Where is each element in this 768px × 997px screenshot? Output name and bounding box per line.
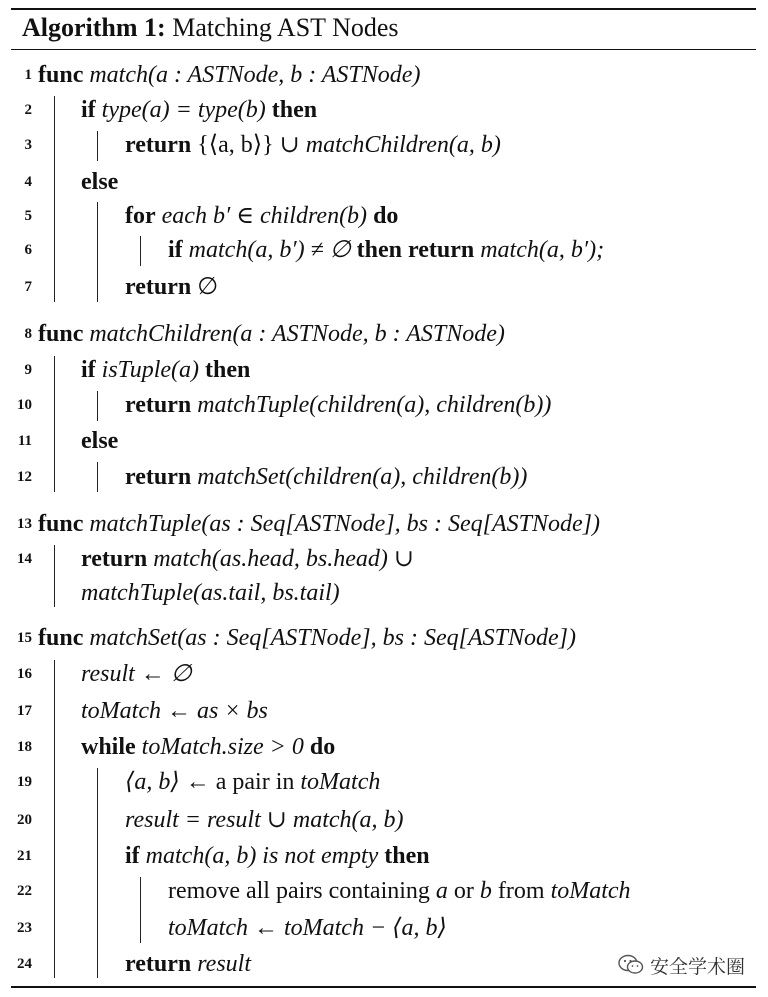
line-number: 2 xyxy=(24,102,32,118)
keyword: for xyxy=(125,203,156,229)
expression: toMatch ← toMatch − ⟨a, b⟩ xyxy=(168,915,447,941)
line-number: 14 xyxy=(17,551,32,567)
block-bar xyxy=(140,877,141,943)
expression: matchTuple(as : Seq[ASTNode], bs : Seq[ASTNode]) xyxy=(89,511,600,537)
code-line-2 xyxy=(81,95,317,125)
expression: result = result ∪ match(a, b) xyxy=(125,807,404,833)
line-number: 12 xyxy=(17,469,32,485)
line-number: 19 xyxy=(17,774,32,790)
keyword: return xyxy=(125,464,192,490)
expression: isTuple(a) xyxy=(101,357,200,383)
expression: a xyxy=(435,878,448,904)
code-line-7 xyxy=(125,272,218,302)
code-line-21 xyxy=(125,841,430,871)
expression: match(a, b′) ≠ ∅ xyxy=(188,237,351,263)
code-line-4 xyxy=(81,167,118,197)
line-number: 24 xyxy=(17,956,32,972)
line-number: 20 xyxy=(17,812,32,828)
expression: matchSet(children(a), children(b)) xyxy=(197,464,528,490)
keyword: then return xyxy=(356,237,475,263)
keyword: while xyxy=(81,734,136,760)
block-bar xyxy=(97,131,98,161)
code-line-20 xyxy=(125,805,404,835)
expression: toMatch xyxy=(300,769,381,795)
keyword: if xyxy=(168,237,183,263)
keyword: do xyxy=(373,203,399,229)
line-number: 9 xyxy=(24,362,32,378)
expression: from xyxy=(491,878,551,904)
code-line-13 xyxy=(38,509,600,539)
block-bar xyxy=(54,356,55,492)
caption-title: Matching AST Nodes xyxy=(172,13,399,42)
bottom-rule xyxy=(11,986,756,988)
keyword: if xyxy=(81,357,96,383)
code-line-16 xyxy=(81,659,192,689)
code-line-22 xyxy=(168,876,631,906)
code-line-1 xyxy=(38,60,420,90)
keyword: then xyxy=(205,357,251,383)
expression: matchTuple(children(a), children(b)) xyxy=(197,392,552,418)
line-number: 3 xyxy=(24,137,32,153)
line-number: 8 xyxy=(24,326,32,342)
code-line-18 xyxy=(81,732,335,762)
expression: matchChildren(a, b) xyxy=(305,132,501,158)
code-line-10 xyxy=(125,390,551,420)
expression: toMatch ← as × bs xyxy=(81,698,268,724)
expression: or xyxy=(447,878,480,904)
expression: matchSet(as : Seq[ASTNode], bs : Seq[ASTNode]) xyxy=(89,625,576,651)
watermark xyxy=(618,950,745,980)
line-number: 13 xyxy=(17,516,32,532)
line-number: 16 xyxy=(17,666,32,682)
block-bar xyxy=(97,768,98,978)
block-bar xyxy=(54,660,55,978)
block-bar xyxy=(140,236,141,266)
line-number: 4 xyxy=(24,174,32,190)
keyword: return xyxy=(125,392,192,418)
line-number: 11 xyxy=(17,433,32,449)
keyword: return xyxy=(125,951,192,977)
expression: b xyxy=(479,878,492,904)
top-rule xyxy=(11,8,756,10)
code-line-19 xyxy=(125,767,380,797)
code-line-9 xyxy=(81,355,250,385)
line-number: 23 xyxy=(17,920,32,936)
keyword: else xyxy=(81,169,119,195)
expression: {⟨a, b⟩} ∪ xyxy=(197,132,306,158)
watermark-text: 安全学术圈 xyxy=(650,955,746,978)
expression: match(as.head, bs.head) ∪ xyxy=(153,546,414,572)
keyword: return xyxy=(125,274,192,300)
expression: each b′ ∈ children(b) xyxy=(161,203,368,229)
keyword: do xyxy=(309,734,336,760)
keyword: func xyxy=(38,511,84,537)
line-number: 6 xyxy=(24,242,32,258)
expression: type(a) = type(b) xyxy=(101,97,266,123)
expression: ⟨a, b⟩ ← xyxy=(125,769,216,795)
keyword: func xyxy=(38,625,84,651)
caption-label: Algorithm 1: xyxy=(22,13,166,42)
expression: remove all pairs containing xyxy=(168,878,436,904)
keyword: then xyxy=(271,97,318,123)
block-bar xyxy=(54,96,55,302)
expression: toMatch xyxy=(550,878,631,904)
expression: ∅ xyxy=(197,274,219,300)
expression: match(a : ASTNode, b : ASTNode) xyxy=(89,62,421,88)
code-line-17 xyxy=(81,696,268,726)
expression: a pair in xyxy=(215,769,301,795)
line-number: 15 xyxy=(17,630,32,646)
line-number: 5 xyxy=(24,208,32,224)
code-line-15 xyxy=(38,623,576,653)
code-line-14-continued xyxy=(81,578,340,608)
code-line-12 xyxy=(125,462,527,492)
block-bar xyxy=(97,391,98,421)
algorithm-caption xyxy=(22,13,399,43)
wechat-icon xyxy=(618,954,644,976)
line-number: 21 xyxy=(17,848,32,864)
keyword: if xyxy=(125,843,140,869)
code-line-5 xyxy=(125,201,398,231)
code-line-6 xyxy=(168,235,604,265)
line-number: 7 xyxy=(24,279,32,295)
code-line-11 xyxy=(81,426,118,456)
expression: toMatch.size > 0 xyxy=(141,734,304,760)
block-bar xyxy=(97,462,98,492)
keyword: func xyxy=(38,62,84,88)
line-number: 10 xyxy=(17,397,32,413)
keyword: then xyxy=(384,843,430,869)
block-bar xyxy=(54,545,55,607)
code-line-14 xyxy=(81,544,414,574)
caption-rule xyxy=(11,49,756,50)
expression: result ← ∅ xyxy=(81,661,192,687)
expression: matchTuple(as.tail, bs.tail) xyxy=(81,580,340,606)
line-number: 1 xyxy=(24,67,32,83)
code-line-3 xyxy=(125,130,501,160)
expression: match(a, b′); xyxy=(480,237,605,263)
block-bar xyxy=(97,202,98,302)
expression: match(a, b) is not empty xyxy=(145,843,379,869)
line-number: 22 xyxy=(17,883,32,899)
keyword: if xyxy=(81,97,96,123)
keyword: else xyxy=(81,428,119,454)
keyword: return xyxy=(125,132,192,158)
code-line-23 xyxy=(168,913,447,943)
keyword: func xyxy=(38,321,84,347)
expression: matchChildren(a : ASTNode, b : ASTNode) xyxy=(89,321,505,347)
line-number: 18 xyxy=(17,739,32,755)
expression: result xyxy=(197,951,251,977)
code-line-8 xyxy=(38,319,505,349)
keyword: return xyxy=(81,546,148,572)
line-number: 17 xyxy=(17,703,32,719)
code-line-24 xyxy=(125,949,251,979)
